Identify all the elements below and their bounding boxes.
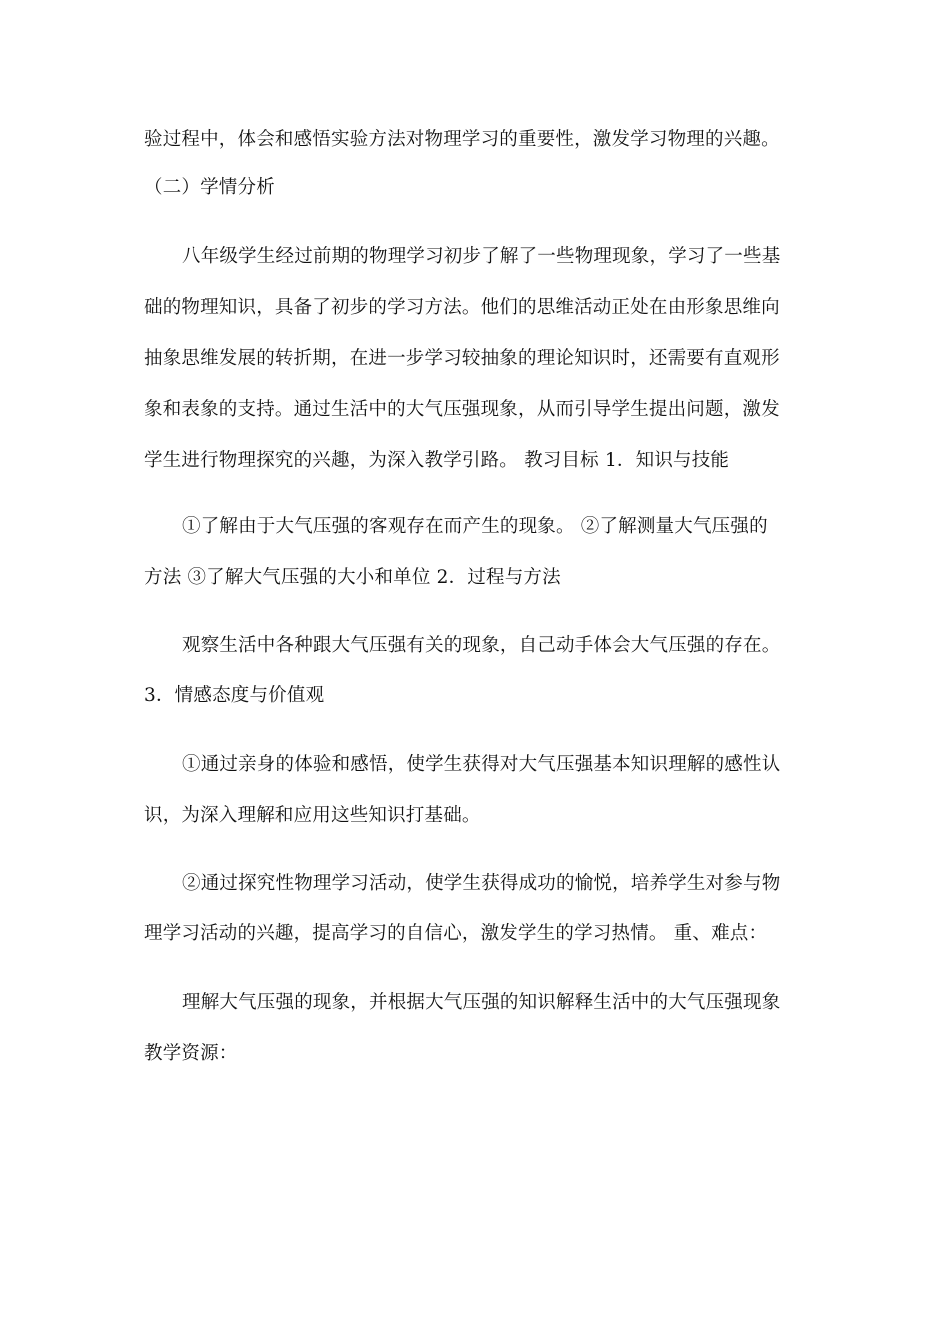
section-heading-learning-analysis: （二）学情分析 xyxy=(144,177,275,198)
text-line-14: ②通过探究性物理学习活动，使学生获得成功的愉悦，培养学生对参与物 xyxy=(182,873,781,894)
text-line-9: 方法 ③了解大气压强的大小和单位 2．过程与方法 xyxy=(144,567,561,588)
text-line-7: 学生进行物理探究的兴趣，为深入教学引路。 教习目标 1．知识与技能 xyxy=(144,450,730,471)
text-line-12: ①通过亲身的体验和感悟，使学生获得对大气压强基本知识理解的感性认 xyxy=(182,754,781,775)
section-heading-emotion-values: 3．情感态度与价值观 xyxy=(144,685,325,706)
text-line-4: 础的物理知识，具备了初步的学习方法。他们的思维活动正处在由形象思维向 xyxy=(144,297,780,318)
text-line-16: 理解大气压强的现象，并根据大气压强的知识解释生活中的大气压强现象 xyxy=(182,992,781,1013)
text-line-17: 教学资源： xyxy=(144,1043,238,1064)
text-line-5: 抽象思维发展的转折期，在进一步学习较抽象的理论知识时，还需要有直观形 xyxy=(144,348,780,369)
text-line-6: 象和表象的支持。通过生活中的大气压强现象，从而引导学生提出问题，激发 xyxy=(144,399,780,420)
text-line-3: 八年级学生经过前期的物理学习初步了解了一些物理现象，学习了一些基 xyxy=(182,246,781,267)
text-line-1: 验过程中，体会和感悟实验方法对物理学习的重要性，激发学习物理的兴趣。 xyxy=(144,129,780,150)
text-line-13: 识，为深入理解和应用这些知识打基础。 xyxy=(144,805,481,826)
text-line-8: ①了解由于大气压强的客观存在而产生的现象。 ②了解测量大气压强的 xyxy=(182,516,768,537)
text-line-15: 理学习活动的兴趣，提高学习的自信心，激发学生的学习热情。 重、难点： xyxy=(144,923,768,944)
text-line-10: 观察生活中各种跟大气压强有关的现象，自己动手体会大气压强的存在。 xyxy=(182,635,781,656)
